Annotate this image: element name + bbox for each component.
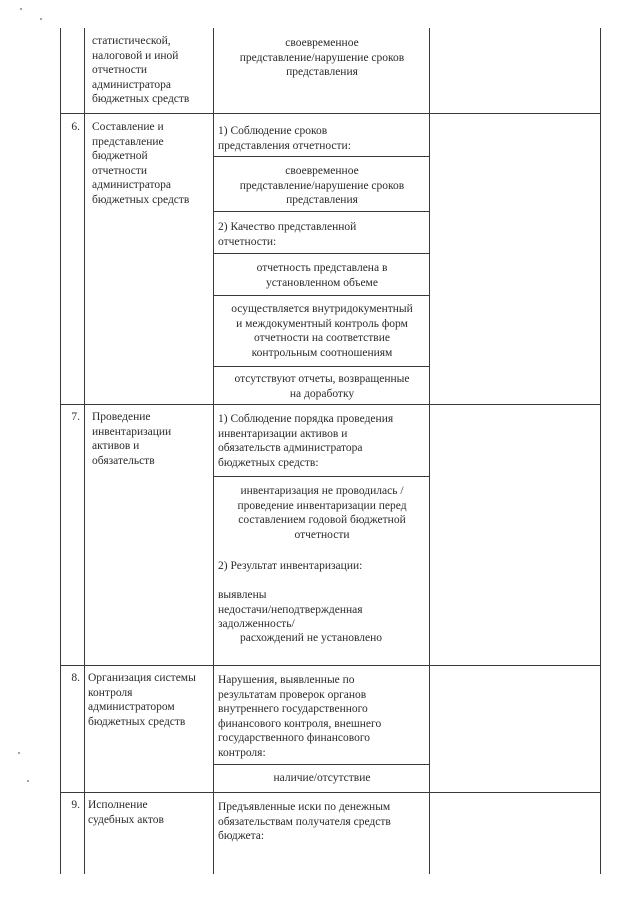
scan-speck bbox=[40, 18, 42, 20]
scan-speck bbox=[27, 780, 29, 782]
row-7-criterion-4: выявлены недостачи/неподтвержденная задолженность/ bbox=[218, 589, 363, 630]
row-separator bbox=[60, 404, 601, 405]
row-8-number: 8. bbox=[71, 672, 80, 684]
subcell-separator bbox=[213, 156, 430, 157]
row-separator bbox=[60, 113, 601, 114]
table-border-left bbox=[60, 28, 61, 874]
subcell-separator bbox=[213, 476, 430, 477]
row-7-name: Проведение инвентаризации активов и обязательств bbox=[92, 411, 172, 467]
row-6-number: 6. bbox=[71, 121, 80, 133]
row-7-number: 7. bbox=[71, 411, 80, 423]
row-6-criterion-3: 2) Качество представленной отчетности: bbox=[218, 221, 357, 248]
subcell-separator bbox=[213, 253, 430, 254]
subcell-separator bbox=[213, 295, 430, 296]
scan-speck bbox=[20, 8, 22, 10]
row-6-criterion-5: осуществляется внутридокументный и междокументный контроль форм отчетности на соответствие контрольным соотношениям bbox=[231, 303, 413, 359]
row-8-criterion-2: наличие/отсутствие bbox=[273, 772, 371, 784]
row-continuation-name: статистической, налоговой и иной отчетности администратора бюджетных средств bbox=[92, 35, 190, 105]
column-divider-number bbox=[84, 28, 85, 874]
row-7-criterion-1: 1) Соблюдение порядка проведения инвентаризации активов и обязательств администратора бюджетных средств: bbox=[218, 413, 394, 469]
row-continuation-criterion-1: своевременное представление/нарушение сроков представления bbox=[239, 37, 405, 78]
row-6-criterion-1: 1) Соблюдение сроков представления отчетности: bbox=[218, 125, 351, 152]
subcell-separator bbox=[213, 366, 430, 367]
row-6-criterion-2: своевременное представление/нарушение сроков представления bbox=[239, 165, 405, 206]
row-separator bbox=[60, 665, 601, 666]
row-7-criterion-5: расхождений не установлено bbox=[240, 632, 383, 644]
subcell-separator bbox=[213, 211, 430, 212]
row-9-number: 9. bbox=[71, 799, 80, 811]
row-6-criterion-6: отсутствуют отчеты, возвращенные на доработку bbox=[234, 373, 410, 400]
row-6-criterion-4: отчетность представлена в установленном объеме bbox=[256, 262, 388, 289]
row-separator bbox=[60, 792, 601, 793]
row-8-criterion-1: Нарушения, выявленные по результатам проверок органов внутреннего государственного финансового контроля, внешнего государственного финансового контроля: bbox=[218, 674, 382, 759]
table-border-right bbox=[600, 28, 601, 874]
row-9-criterion-1: Предъявленные иски по денежным обязательствам получателя средств бюджета: bbox=[218, 801, 391, 842]
row-8-name: Организация системы контроля администратором бюджетных средств bbox=[88, 672, 196, 728]
row-7-criterion-3: 2) Результат инвентаризации: bbox=[218, 560, 363, 572]
subcell-separator bbox=[213, 764, 430, 765]
row-7-criterion-2: инвентаризация не проводилась / проведение инвентаризации перед составлением годовой бюджетной отчетности bbox=[237, 485, 407, 541]
scan-speck bbox=[18, 752, 20, 754]
row-6-name: Составление и представление бюджетной отчетности администратора бюджетных средств bbox=[92, 121, 190, 206]
row-9-name: Исполнение судебных актов bbox=[88, 799, 164, 826]
column-divider-name bbox=[213, 28, 214, 874]
